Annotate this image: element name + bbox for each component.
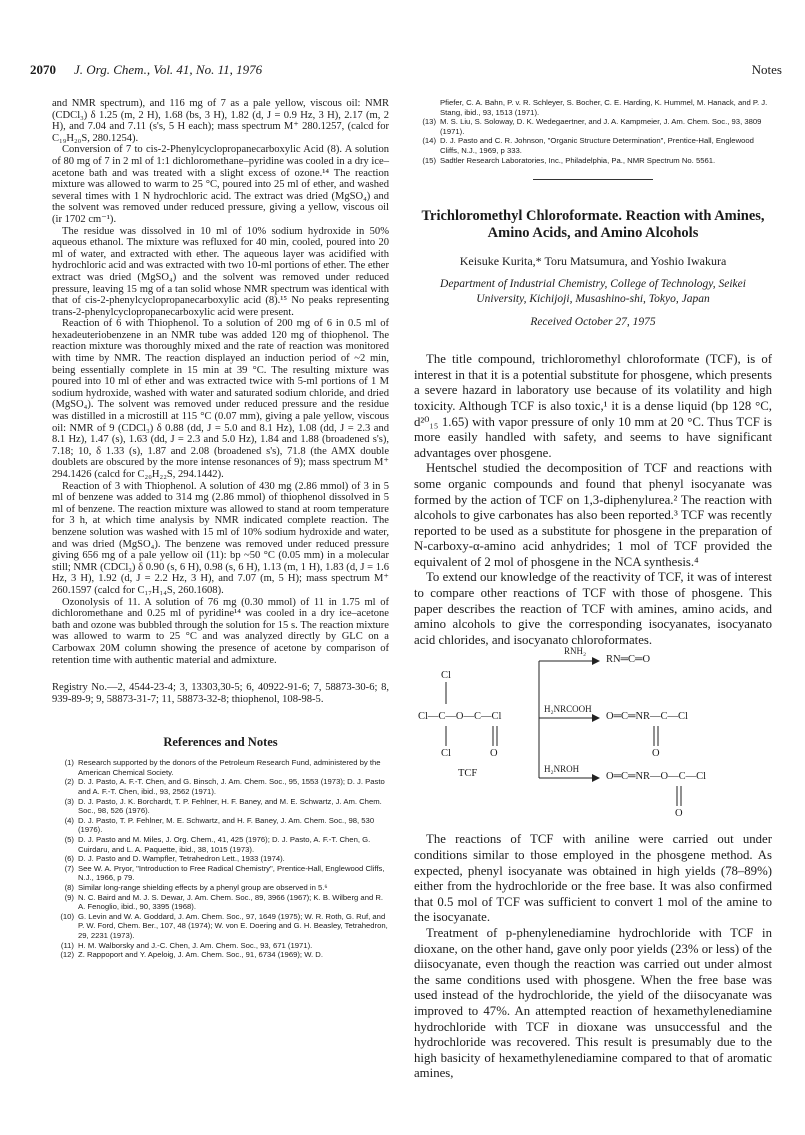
body-paragraph: Hentschel studied the decomposition of TCF and reactions with some organic compounds and found that phenyl isocyanate was formed by the action of TCF on 1,3-diphenylurea.² The reaction with alcohols to give carbonates has also been reported.³ TCF was recently reported to be used as a substitute for phosgene in the preparation of N-carboxy-α-amino acid anhydrides; 1 mol of TCF provided the equivalent of 2 mol of phosgene in the NCA synthesis.⁴: [414, 461, 772, 569]
carbonyl-oxygen: O: [652, 748, 660, 760]
left-column: [52, 98, 389, 960]
reaction-scheme-lines: [414, 652, 772, 826]
tcf-carbonyl-oxygen: O: [490, 748, 498, 760]
product-isocyanato-chloroformate: O═C═NR—O—C—Cl: [606, 771, 707, 783]
experimental-paragraph: The residue was dissolved in 10 ml of 10% sodium hydroxide in 50% aqueous ethanol. The mixture was refluxed for 40 min, cooled, poured into 20 ml of water, and extracted with ether. The aqueous layer was acidified with hydrochloric acid and was extracted with two 10-ml portions of ether. The ether extract was dried (MgSO₄) and the solvent was removed under reduced pressure, leaving 15 mg of a tan solid whose NMR spectrum was identical with that of cis-2-phenylcyclopropanecarboxylic acid (8).¹⁵ No peaks representing trans-2-phenylcyclopropanecarboxylic acid were present.: [52, 225, 389, 318]
reference-item: [52, 950, 389, 960]
reference-item: [52, 941, 389, 951]
reference-text: G. Levin and W. A. Goddard, J. Am. Chem. Soc., 97, 1649 (1975); W. R. Roth, G. Ruf, and P. W. Ford, Chem. Ber., 107, 48 (1974); W. von E. Doering and G. H. Beasley, Tetrahedron, 29, 2231 (1973).: [78, 911, 388, 940]
reference-item: [414, 136, 772, 155]
journal-citation: J. Org. Chem., Vol. 41, No. 11, 1976: [74, 62, 263, 77]
right-column: [414, 98, 772, 1082]
reference-item: [52, 835, 389, 854]
reference-text: N. C. Baird and M. J. S. Dewar, J. Am. Chem. Soc., 89, 3966 (1967); K. B. Wilberg and R. A. Fenoglio, ibid., 90, 3395 (1968).: [78, 892, 384, 912]
reference-number: (12): [60, 950, 74, 960]
reference-number: (2): [64, 777, 74, 787]
reference-item: [52, 883, 389, 893]
reference-text: D. J. Pasto, A. F.-T. Chen, and G. Binsch, J. Am. Chem. Soc., 95, 1553 (1973); D. J. Pasto and A. F.-T. Chen, ibid., 93, 2562 (1971).: [78, 777, 385, 797]
reference-item: [414, 117, 772, 136]
product-isocyanato-acid-chloride: O═C═NR—C—Cl: [606, 711, 688, 723]
tcf-chlorine-top: Cl: [441, 670, 451, 682]
reference-text: See W. A. Pryor, "Introduction to Free Radical Chemistry", Prentice-Hall, Englewood Cliffs, N.J., 1966, p 79.: [78, 863, 385, 883]
references-heading: References and Notes: [163, 735, 278, 750]
reference-item: [52, 758, 389, 777]
experimental-paragraph: Conversion of 7 to cis-2-Phenylcyclopropanecarboxylic Acid (8). A solution of 80 mg of 7 in 2 ml of 1:1 dichloromethane–pyridine was cooled in a dry ice–acetone bath and was treated with a slight excess of ozone.¹⁴ The reaction mixture was allowed to warm to 25 °C, poured into 25 ml of ether, and washed several times with 1 N hydrochloric acid. The extract was dried (MgSO₄) and the solvent was removed under reduced pressure, giving a yellow, viscous oil (ir 1702 cm⁻¹).: [52, 144, 389, 225]
reference-number: (14): [422, 136, 436, 146]
reference-number: (6): [64, 854, 74, 864]
reference-item: [52, 912, 389, 941]
reference-text: Similar long-range shielding effects by a phenyl group are observed in 5.⁶: [78, 883, 328, 892]
section-label: Notes: [751, 62, 782, 77]
reference-number: (9): [64, 892, 74, 902]
received-date: Received October 27, 1975: [530, 316, 656, 329]
registry-numbers: Registry No.—2, 4544-23-4; 3, 13303,30-5; 6, 40922-91-6; 7, 58873-30-6; 8, 939-89-9; 9, 58873-31-7; 11, 58873-32-8; thiophenol, 108-98-5.: [52, 682, 389, 705]
body-paragraph: To extend our knowledge of the reactivity of TCF, it was of interest to compare other reactions of TCF with those of phosgene. This paper describes the reaction of TCF with amines, amino acids, and amino alcohols to give the corresponding isocyanates, isocyanato acid chlorides, and isocyanato chloroformates.: [414, 570, 772, 647]
reference-text: Research supported by the donors of the Petroleum Research Fund, administered by the American Chemical Society.: [78, 758, 381, 777]
reagent-label: RNH₂: [564, 646, 587, 657]
reference-number: (10): [60, 911, 74, 921]
article-body-intro: [414, 352, 772, 648]
reference-text: D. J. Pasto, J. K. Borchardt, T. P. Fehlner, H. F. Baney, and M. E. Schwartz, J. Am. Chem. Soc., 98, 526 (1976).: [78, 796, 382, 816]
body-paragraph: The title compound, trichloromethyl chloroformate (TCF), is of interest in that it is a potential substitute for phosgene, which presents a severe hazard in laboratory use because of its volatility and high toxicity. Although TCF is also toxic,¹ it is a dense liquid (bp 128 °C, d²⁰₁₅ 1.65) with vapor pressure of only 10 mm at 20 °C. Thus TCF is more easily handled with safety, and seems to have significant advantages over phosgene.: [414, 352, 772, 460]
article-authors: Keisuke Kurita,* Toru Matsumura, and Yoshio Iwakura: [459, 254, 727, 269]
experimental-paragraph: and NMR spectrum), and 116 mg of 7 as a pale yellow, viscous oil: NMR (CDCl₃) δ 1.25 (m, 2 H), 1.68 (bs, 3 H), 1.82 (d, J = 0.9 Hz, 3 H), 2.17 (m, 2 H), and 7.04 and 7.11 (s's, 5 H each); mass spectrum M⁺ 280.1257, (calcd for C₁₉H₂₀S, 280.1254).: [52, 98, 389, 144]
reference-text: D. J. Pasto and D. Wampfler, Tetrahedron Lett., 1933 (1974).: [78, 854, 285, 864]
reference-text: Z. Rappoport and Y. Apeloig, J. Am. Chem. Soc., 91, 6734 (1969); W. D.: [78, 950, 323, 960]
section-divider: [533, 179, 653, 180]
reference-text: M. S. Liu, S. Soloway, D. K. Wedegaertner, and J. A. Kampmeier, J. Am. Chem. Soc., 93, 3809 (1971).: [440, 117, 762, 136]
reference-text: Sadtler Research Laboratories, Inc., Philadelphia, Pa., NMR Spectrum No. 5561.: [440, 155, 716, 165]
product-isocyanate: RN═C═O: [606, 654, 651, 666]
reference-item: [414, 156, 772, 166]
article-affiliation: Department of Industrial Chemistry, College of Technology, Seikei University, Kichijoji, Musashino-shi, Tokyo, Japan: [440, 278, 746, 306]
body-paragraph: Treatment of p-phenylenediamine hydrochloride with TCF in dioxane, on the other hand, gave only poor yields (23% or less) of the diisocyanate, even though the reaction was carried out under almost the same conditions used with phosgene. When the free base was used instead of the hydrochloride, the yield of the diisocyanate was improved to 47%. An attempted reaction of hexamethylenediamine hydrochloride with TCF in dioxane was unsuccessful and the hydrochloride was recovered. This result is presumably due to the high basicity of hexamethylenediamine compared to that of aromatic amines,: [414, 926, 772, 1081]
page-header: [30, 62, 782, 80]
reference-item: [52, 864, 389, 883]
article-body-results: [414, 832, 772, 1082]
arrow-head: [592, 774, 600, 782]
reference-number: (1): [64, 758, 74, 768]
reference-text: D. J. Pasto, T. P. Fehlner, M. E. Schwartz, and H. F. Baney, J. Am. Chem. Soc., 98, 530 (1976).: [78, 815, 375, 835]
reference-number: (3): [64, 796, 74, 806]
reference-item: [52, 797, 389, 816]
reference-number: (11): [60, 940, 74, 950]
experimental-paragraph: Reaction of 3 with Thiophenol. A solution of 430 mg (2.86 mmol) of 3 in 5 ml of benzene was added to 314 mg (2.86 mmol) of thiophenol dissolved in 5 ml of benzene. The reaction mixture was allowed to stand at room temperature for 3 h, at which time analysis by NMR indicated complete reaction. The benzene solution was washed with 15 ml of 10% sodium hydroxide and water, and was dried (MgSO₄). The benzene was removed under reduced pressure giving 656 mg of a pale yellow oil (11): bp ~50 °C (0.05 mm) in a molecular still; NMR (CDCl₃) δ 0.90 (s, 6 H), 0.98 (s, 6 H), 1.13 (m, 1 H), 1.83 (d, J = 1.6 Hz, 3 H), 1.92 (d, J = 2.2 Hz, 3 H), and 7.07 (m, 5 H); mass spectrum M⁺ 260.1597 (calcd for C₁₇H₁₄S, 260.1608).: [52, 480, 389, 596]
tcf-label: TCF: [458, 768, 478, 780]
experimental-paragraph: Ozonolysis of 11. A solution of 76 mg (0.30 mmol) of 11 in 1.75 ml of dichloromethane and 0.25 ml of pyridine¹⁴ was cooled in a dry ice–acetone bath and ozone was bubbled through the solution for 15 s. The reaction mixture was allowed to warm to 25 °C and was analyzed directly by GLC on a Carbowax 20M column showing the presence of acetone by comparison of retention time with authentic material and admixture.: [52, 596, 389, 666]
reference-continuation: Pfiefer, C. A. Bahn, P. v. R. Schleyer, S. Bocher, C. E. Harding, K. Hummel, M. Hanack, and P. J. Stang, ibid., 93, 1513 (1971).: [440, 98, 768, 117]
reagent-label: H₂NROH: [544, 764, 580, 775]
reference-number: (5): [64, 835, 74, 845]
reference-number: (4): [64, 815, 74, 825]
tcf-chlorine-bottom: Cl: [441, 748, 451, 760]
arrow-head: [592, 714, 600, 722]
reagent-label: H₂NRCOOH: [544, 704, 592, 715]
tcf-structure: Cl—C—O—C—Cl: [418, 711, 502, 723]
reference-text: D. J. Pasto and C. R. Johnson, "Organic Structure Determination", Prentice-Hall, Englewood Cliffs, N.J., 1969, p 333.: [440, 136, 754, 155]
reference-number: (13): [422, 117, 436, 127]
reference-number: (7): [64, 863, 74, 873]
reference-list: [52, 758, 389, 959]
reaction-scheme: [414, 646, 772, 826]
reference-item: [52, 854, 389, 864]
carbonyl-oxygen: O: [675, 808, 683, 820]
body-paragraph: The reactions of TCF with aniline were carried out under conditions similar to those employed in the phosgene method. As expected, phenyl isocyanate was obtained in high yields (78–89%) either from the hydrochloride or the free base. It was also confirmed that 0.5 mol of TCF was sufficient to convert 1 mol of the amine to the isocyanate.: [414, 832, 772, 925]
page-number: 2070: [30, 62, 56, 77]
reference-number: (8): [64, 883, 74, 892]
reference-item: [52, 893, 389, 912]
article-title: Trichloromethyl Chloroformate. Reaction with Amines, Amino Acids, and Amino Alcohols: [421, 208, 765, 242]
reference-number: (15): [422, 155, 436, 165]
reference-item: [52, 777, 389, 796]
reference-text: H. M. Walborsky and J.-C. Chen, J. Am. Chem. Soc., 93, 671 (1971).: [78, 940, 313, 950]
reference-text: D. J. Pasto and M. Miles, J. Org. Chem., 41, 425 (1976); D. J. Pasto, A. F.-T. Chen, G. Cuirdaru, and L. A. Paquette, ibid., 38, 1015 (1973).: [78, 835, 371, 854]
reference-item: [52, 816, 389, 835]
arrow-head: [592, 657, 600, 665]
experimental-paragraph: Reaction of 6 with Thiophenol. To a solution of 200 mg of 6 in 0.5 ml of hexadeuteriobenzene in an NMR tube was added 120 mg of thiophenol. The reaction mixture was thoroughly mixed and the rate of reaction was monitored with time by NMR. The reaction displayed an induction period of ~2 min, being essentially complete in 15 min at 39 °C. The resulting mixture was poured into 10 ml of ether and was extracted twice with 5-ml portions of 1 M sodium hydroxide, washed with water and saturated sodium chloride, and dried (MgSO₄). The solvent was removed under reduced pressure and the residue was distilled in a microstill at 115 °C (0.07 mm), giving a pale yellow, viscous oil: NMR of 9 (CDCl₃) δ 0.88 (dd, J = 5.0 and 8.1 Hz), 1.08 (dd, J = 2.3 and 8.1 Hz), 1.47 (s), 1.63 (dd, J = 2.3 and 5.0 Hz), 1.84 and 1.88 (broadened s's), 7.18; 10, δ 1.33 (s), 1.87 and 2.08 (broadened s's), 71.8 (the AMX double doublets are obscured by the more intense resonances of 9); mass spectrum M⁺ 294.1426 (calcd for C₂₀H₂₂S, 294.1442).: [52, 318, 389, 480]
